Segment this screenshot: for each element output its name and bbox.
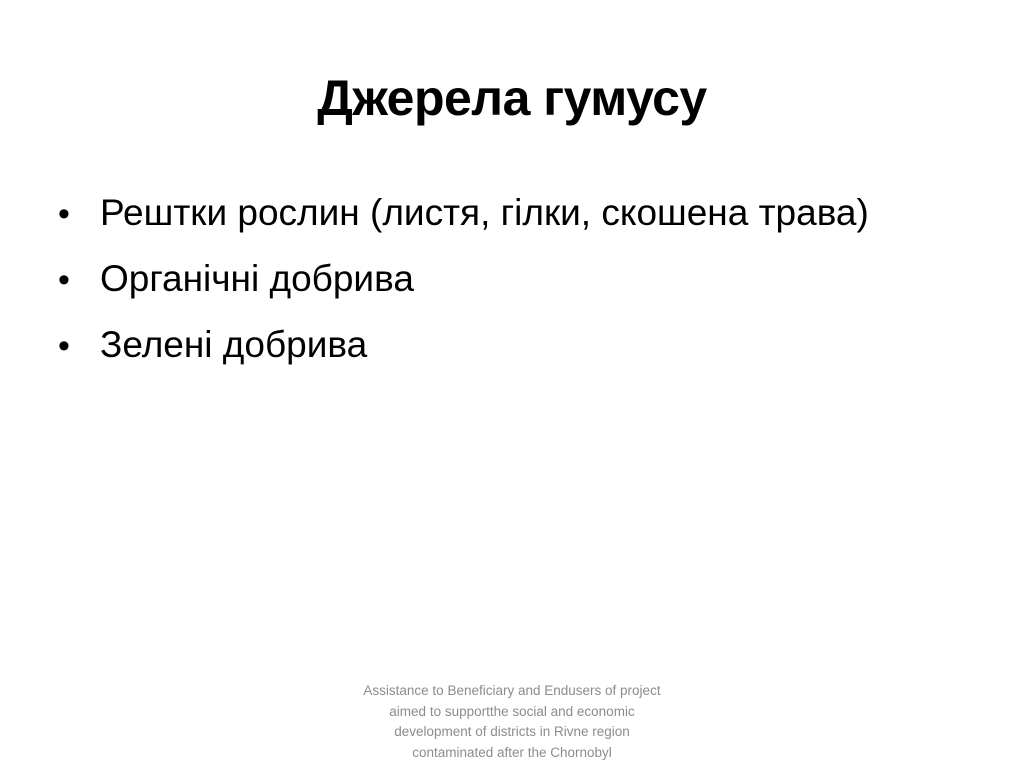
bullet-text: Зелені добрива: [100, 324, 368, 365]
footer-note: Assistance to Beneficiary and Endusers of project aimed to supportthe social and economic development of districts in Rivne region contaminated after the Chornobyl: [363, 683, 661, 760]
bullet-icon: •: [58, 327, 70, 365]
bullet-item: [58, 316, 998, 382]
bullet-icon: •: [58, 261, 70, 299]
bullet-icon: •: [58, 195, 70, 233]
bullet-text: Органічні добрива: [100, 258, 414, 299]
bullet-text: Рештки рослин (листя, гілки, скошена трава): [100, 192, 869, 233]
bullet-item: [58, 250, 998, 316]
slide-title: Джерела гумусу: [317, 70, 707, 126]
bullet-item: [58, 184, 998, 250]
bullet-list: [58, 184, 998, 382]
